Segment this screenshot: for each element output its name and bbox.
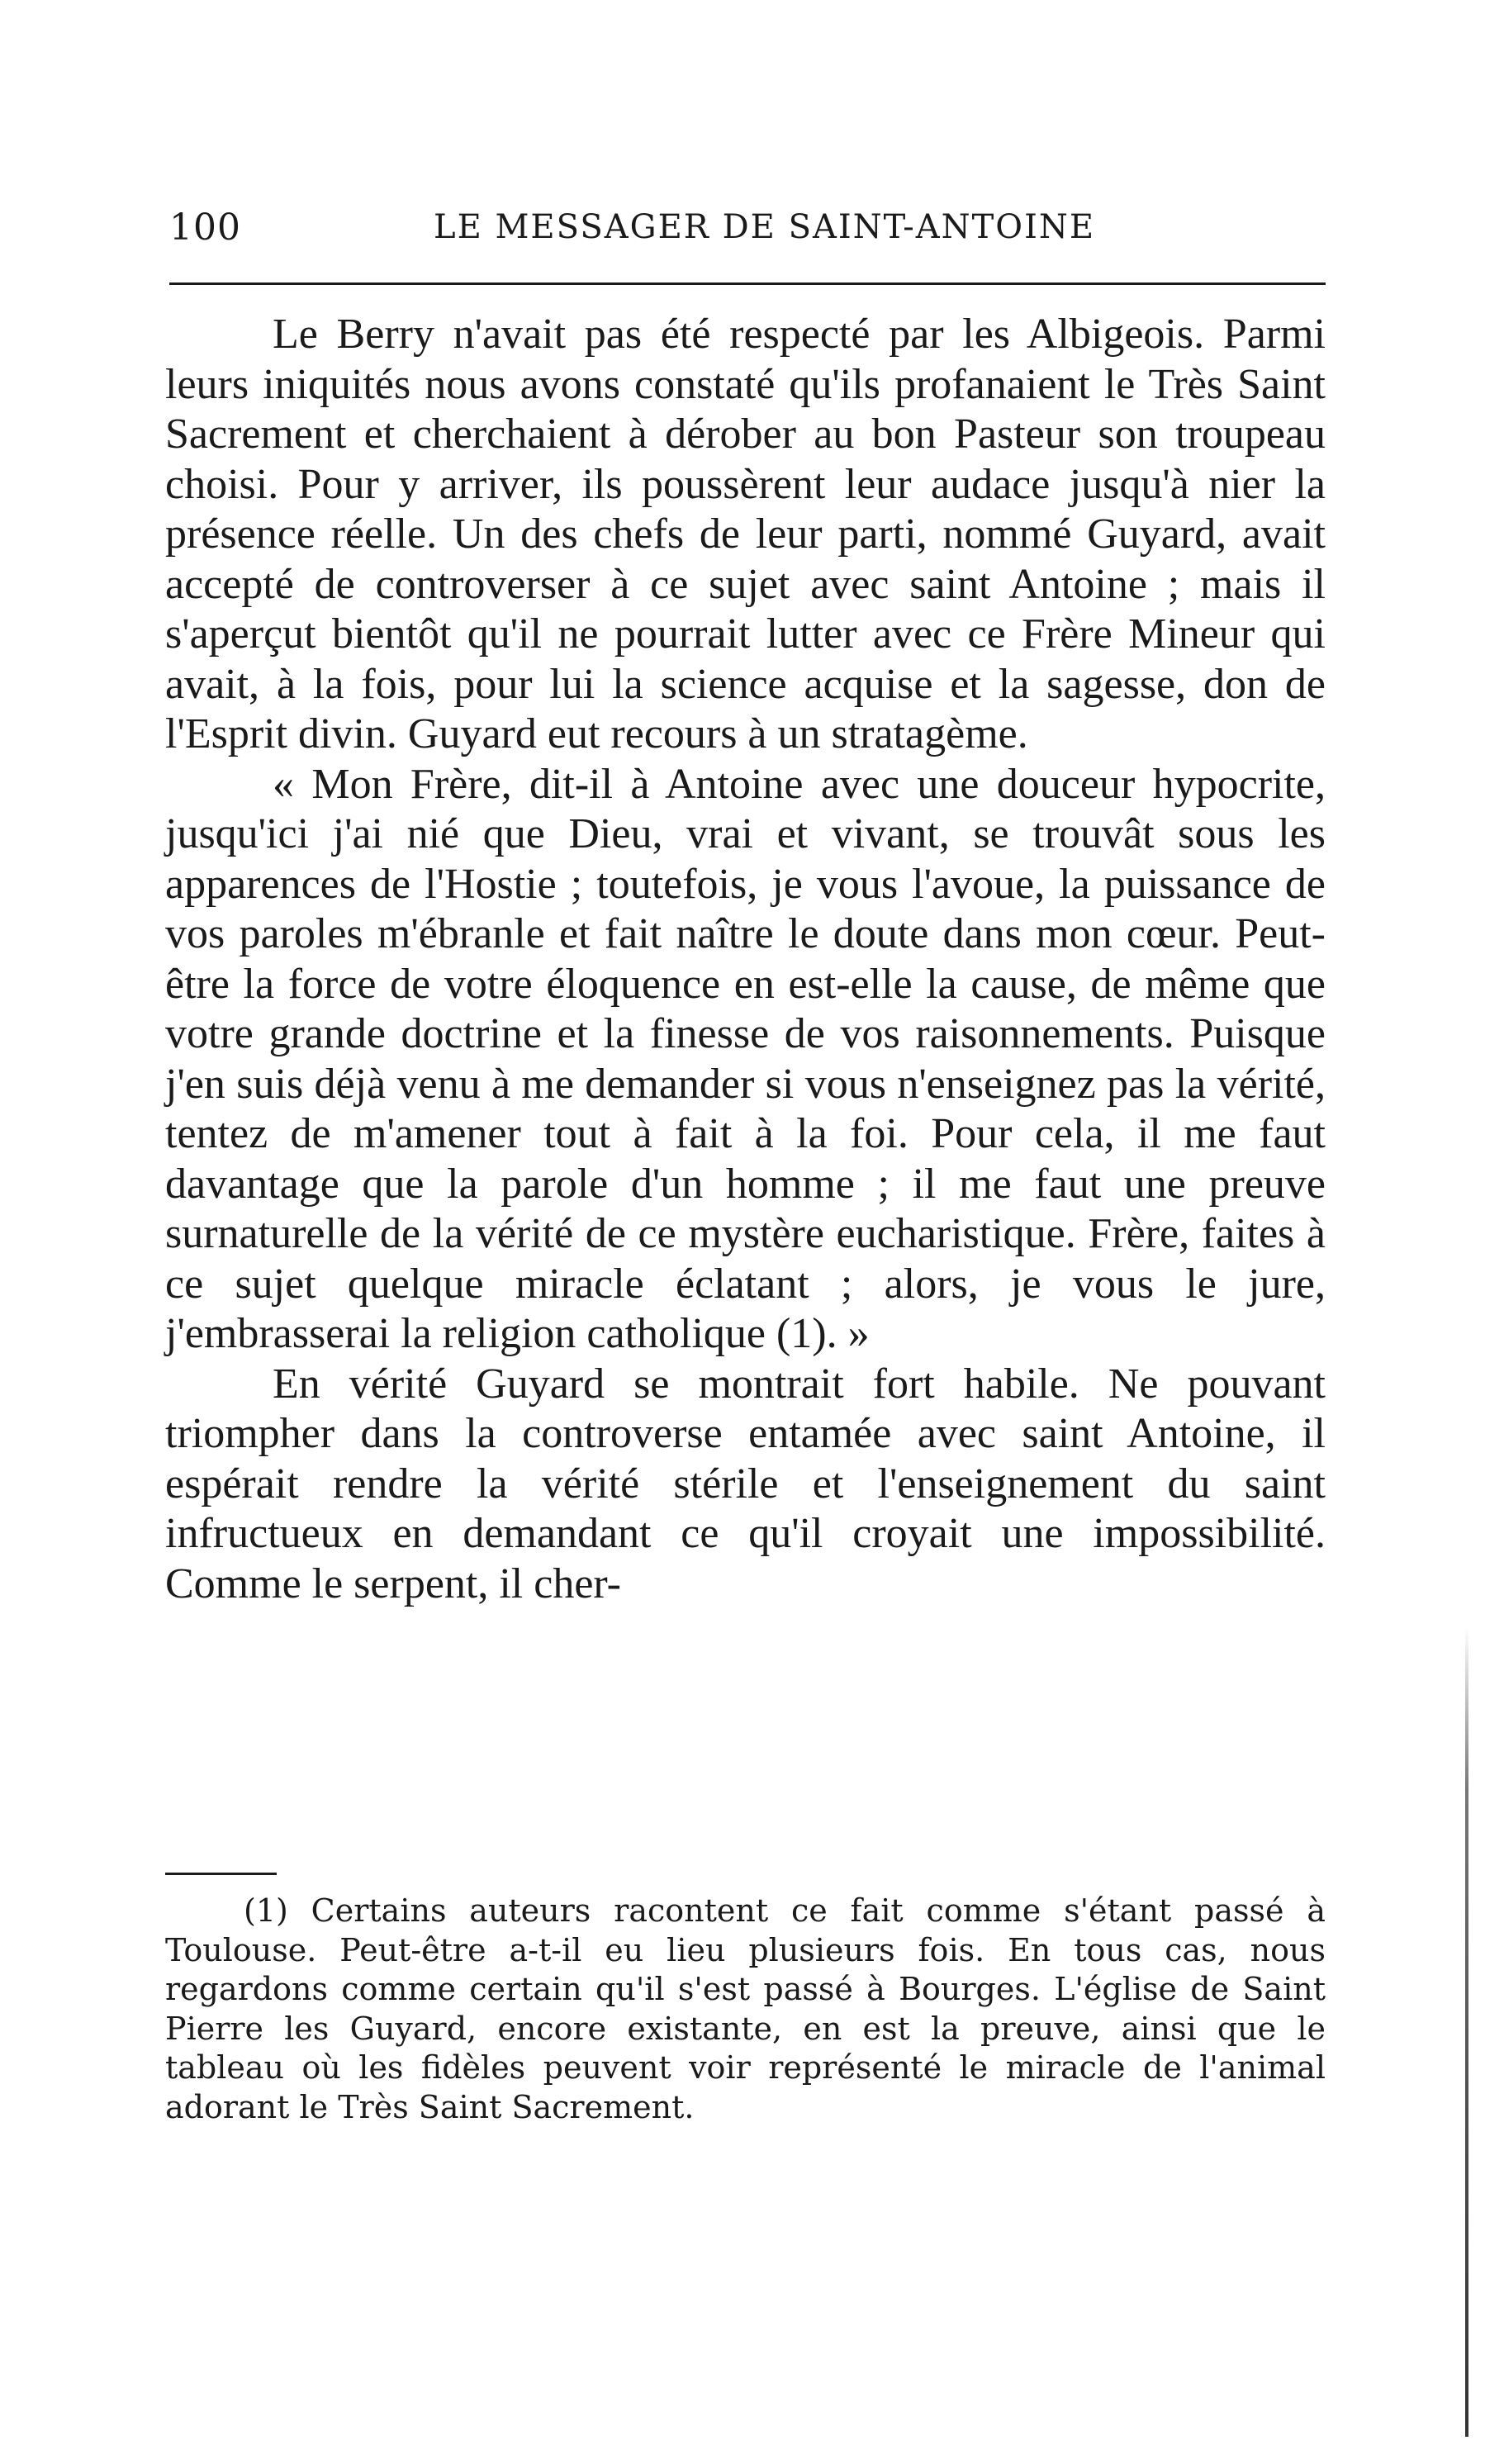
page-header <box>169 207 1326 256</box>
footnote: (1) Certains auteurs racontent ce fait comme s'étant passé à Toulouse. Peut-être a-t-il eu lieu plusieurs fois. En tous cas, nous regardons comme certain qu'il s'est passé à Bourges. L'église de Saint Pierre les Guyard, encore existante, en est la preuve, ainsi que le tableau où les fidèles peuvent voir représenté le miracle de l'animal adorant le Très Saint Sacrement. <box>165 1892 1326 2125</box>
footnotes <box>165 1892 1326 2127</box>
header-rule <box>169 282 1326 285</box>
scan-edge-shadow <box>1465 1627 1468 2437</box>
footnote-rule <box>165 1873 277 1875</box>
running-title: LE MESSAGER DE SAINT-ANTOINE <box>434 208 1096 246</box>
paragraph: « Mon Frère, dit-il à Antoine avec une douceur hypocrite, jusqu'ici j'ai nié que Dieu, vrai et vivant, se trouvât sous les apparences de l'Hostie ; toutefois, je vous l'avoue, la puissance de vos paroles m'ébranle et fait naître le doute dans mon cœur. Peut-être la force de votre éloquence en est-elle la cause, de même que votre grande doctrine et la finesse de vos raisonnements. Puisque j'en suis déjà venu à me demander si vous n'enseignez pas la vérité, tentez de m'amener tout à fait à la foi. Pour cela, il me faut davantage que la parole d'un homme ; il me faut une preuve surnaturelle de la vérité de ce mystère eucharistique. Frère, faites à ce sujet quelque miracle éclatant ; alors, je vous le jure, j'embrasserai la religion catholique (1). » <box>165 760 1326 1357</box>
paragraph: Le Berry n'avait pas été respecté par les Albigeois. Parmi leurs iniquités nous avons constaté qu'ils profanaient le Très Saint Sacrement et cherchaient à dérober au bon Pasteur son troupeau choisi. Pour y arriver, ils poussèrent leur audace jusqu'à nier la présence réelle. Un des chefs de leur parti, nommé Guyard, avait accepté de controverser à ce sujet avec saint Antoine ; mais il s'aperçut bientôt qu'il ne pourrait lutter avec ce Frère Mineur qui avait, à la fois, pour lui la science acquise et la sagesse, don de l'Esprit divin. Guyard eut recours à un stratagème. <box>165 311 1326 757</box>
body-text <box>165 310 1326 1609</box>
page-number: 100 <box>169 207 241 249</box>
paragraph: En vérité Guyard se montrait fort habile. Ne pouvant triompher dans la controverse entamée avec saint Antoine, il espérait rendre la vérité stérile et l'enseignement du saint infructueux en demandant ce qu'il croyait une impossibilité. Comme le serpent, il cher- <box>165 1360 1326 1607</box>
